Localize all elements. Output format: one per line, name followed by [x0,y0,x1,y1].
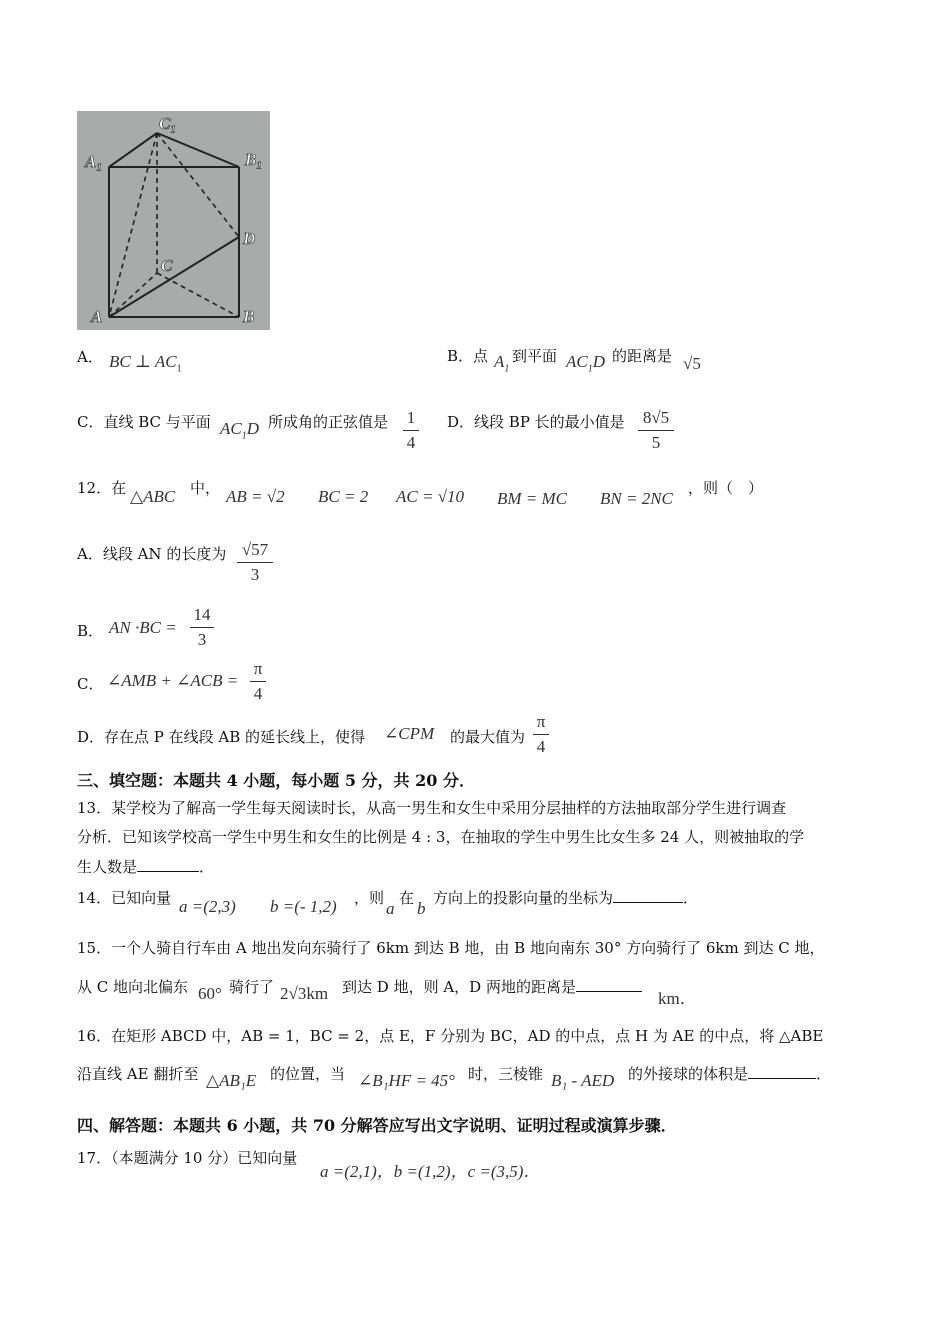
label-b1: B₁ [245,150,263,169]
q16-line1: 16．在矩形 ABCD 中，AB = 1，BC = 2，点 E，F 分别为 BC，AD 的中点，点 H 为 AE 的中点，将 △ABE [77,1027,824,1045]
q14-vector-a: a =(2,3) [179,897,236,916]
q15-l2b: 骑行了 [229,978,275,996]
q12-cond-bm: BM = MC [497,489,568,508]
q12-option-d-text: D．存在点 P 在线段 AB 的延长线上，使得 [77,728,366,746]
q14-e: 方向上的投影向量的坐标为 ． [433,889,699,907]
q12-option-b-fraction: 14 3 [190,605,214,650]
section4-heading: 四、解答题：本题共 6 小题，共 70 分解答应写出文字说明、证明过程或演算步骤． [77,1116,677,1135]
q16-answer-blank [748,1077,816,1079]
prism-diagram [77,111,270,330]
label-a: A [91,307,103,326]
q15-angle: 60° [198,984,222,1003]
label-d: D [243,229,256,248]
q16-l2c: 时，三棱锥 [468,1065,544,1083]
q13-line2: 分析．已知该学校高一学生中男生和女生的比例是 4 : 3，在抽取的学生中男生比女生多 24 人，则被抽取的学 [77,828,805,846]
q12-option-b-label: B． [77,622,104,640]
q11-option-b-plane: $AC_1D$ [566,352,606,375]
q15-distance: 2√3km [280,984,329,1003]
q12-option-b-math: AN ·BC = [109,618,177,637]
q16-l2d: 的外接球的体积是 ． [628,1065,832,1083]
q11-option-a-label: A． [77,348,103,366]
q12-option-d-math: ∠CPM [384,724,435,743]
q12-stem-a: 12．在 [77,479,127,497]
q13-answer-blank [137,870,199,872]
q11-option-b-end: 的距离是 [612,347,673,365]
q13-line3: 生人数是 ． [77,858,215,876]
q12-option-c-math: ∠AMB + ∠ACB = [107,671,239,690]
q11-option-c-plane: $AC_1D$ [220,419,260,442]
q11-option-b-point: $A_1$ [494,352,510,375]
q12-option-c-label: C． [77,675,104,693]
q15-answer-blank [576,990,642,992]
q12-cond-bc: BC = 2 [318,487,369,506]
q11-option-d-fraction: 8√5 5 [638,408,674,453]
q11-option-c-fraction: 1 4 [403,408,419,453]
q14-va: a [386,899,395,918]
q15-l2a: 从 C 地向北偏东 [77,978,189,996]
section3-heading: 三、填空题：本题共 4 小题，每小题 5 分，共 20 分． [77,771,475,790]
q12-option-d-end: 的最大值为 [450,728,526,746]
q17-vectors: a =(2,1)，b =(1,2)，c =(3,5)． [320,1162,541,1181]
q12-cond-ab: AB = √2 [226,487,285,506]
label-b: B [243,307,255,326]
q14-vector-b: b =(- 1,2) [270,897,337,916]
q11-option-d-label: D．线段 BP 长的最小值是 [447,413,625,431]
q12-zhong: 中， [190,479,221,497]
q14-vb: b [417,899,426,918]
q12-option-a-fraction: √57 3 [237,540,273,585]
q12-cond-ac: AC = √10 [396,487,465,506]
q11-option-b-label: B．点 [447,347,489,365]
label-c: C [161,256,173,275]
q11-option-a-math: BC ⊥ $AC_1$ [109,352,182,375]
prism-figure [77,111,270,330]
q11-option-c-end: 所成角的正弦值是 [268,413,389,431]
q15-line1: 15．一个人骑自行车由 A 地出发向东骑行了 6km 到达 B 地，由 B 地向南东 30° 方向骑行了 6km 到达 C 地， [77,939,825,957]
q12-option-c-fraction: π 4 [250,659,266,704]
q14-d: 在 [399,889,415,907]
q16-angle: ∠B₁HF = 45° [358,1071,455,1090]
q11-option-b-value: √5 [683,354,701,373]
q12-stem-end: ，则（ ） [688,479,764,497]
q15-unit: km． [658,989,697,1008]
q16-l2a: 沿直线 AE 翻折至 [77,1065,199,1083]
q16-l2b: 的位置，当 [270,1065,346,1083]
q12-option-d-fraction: π 4 [533,712,549,757]
q17-text: 17．（本题满分 10 分）已知向量 [77,1149,298,1167]
q11-option-c-label: C．直线 BC 与平面 [77,413,211,431]
q16-pyramid: B₁ - AED [551,1071,615,1090]
label-c1: C₁ [159,114,177,133]
q12-option-a-text: A．线段 AN 的长度为 [77,545,227,563]
q14-c: ，则 [354,889,385,907]
q12-triangle: △ABC [130,487,176,506]
q13-line1: 13．某学校为了解高一学生每天阅读时长，从高一男生和女生中采用分层抽样的方法抽取部分学生进行调查 [77,799,787,817]
q14-a: 14．已知向量 [77,889,172,907]
q12-cond-bn: BN = 2NC [600,489,673,508]
label-a1: A₁ [85,152,103,171]
q16-triangle: △AB₁E [206,1071,257,1090]
q11-option-b-mid: 到平面 [512,347,558,365]
q15-l2c: 到达 D 地，则 A，D 两地的距离是 [342,976,642,997]
q14-answer-blank [613,901,683,903]
